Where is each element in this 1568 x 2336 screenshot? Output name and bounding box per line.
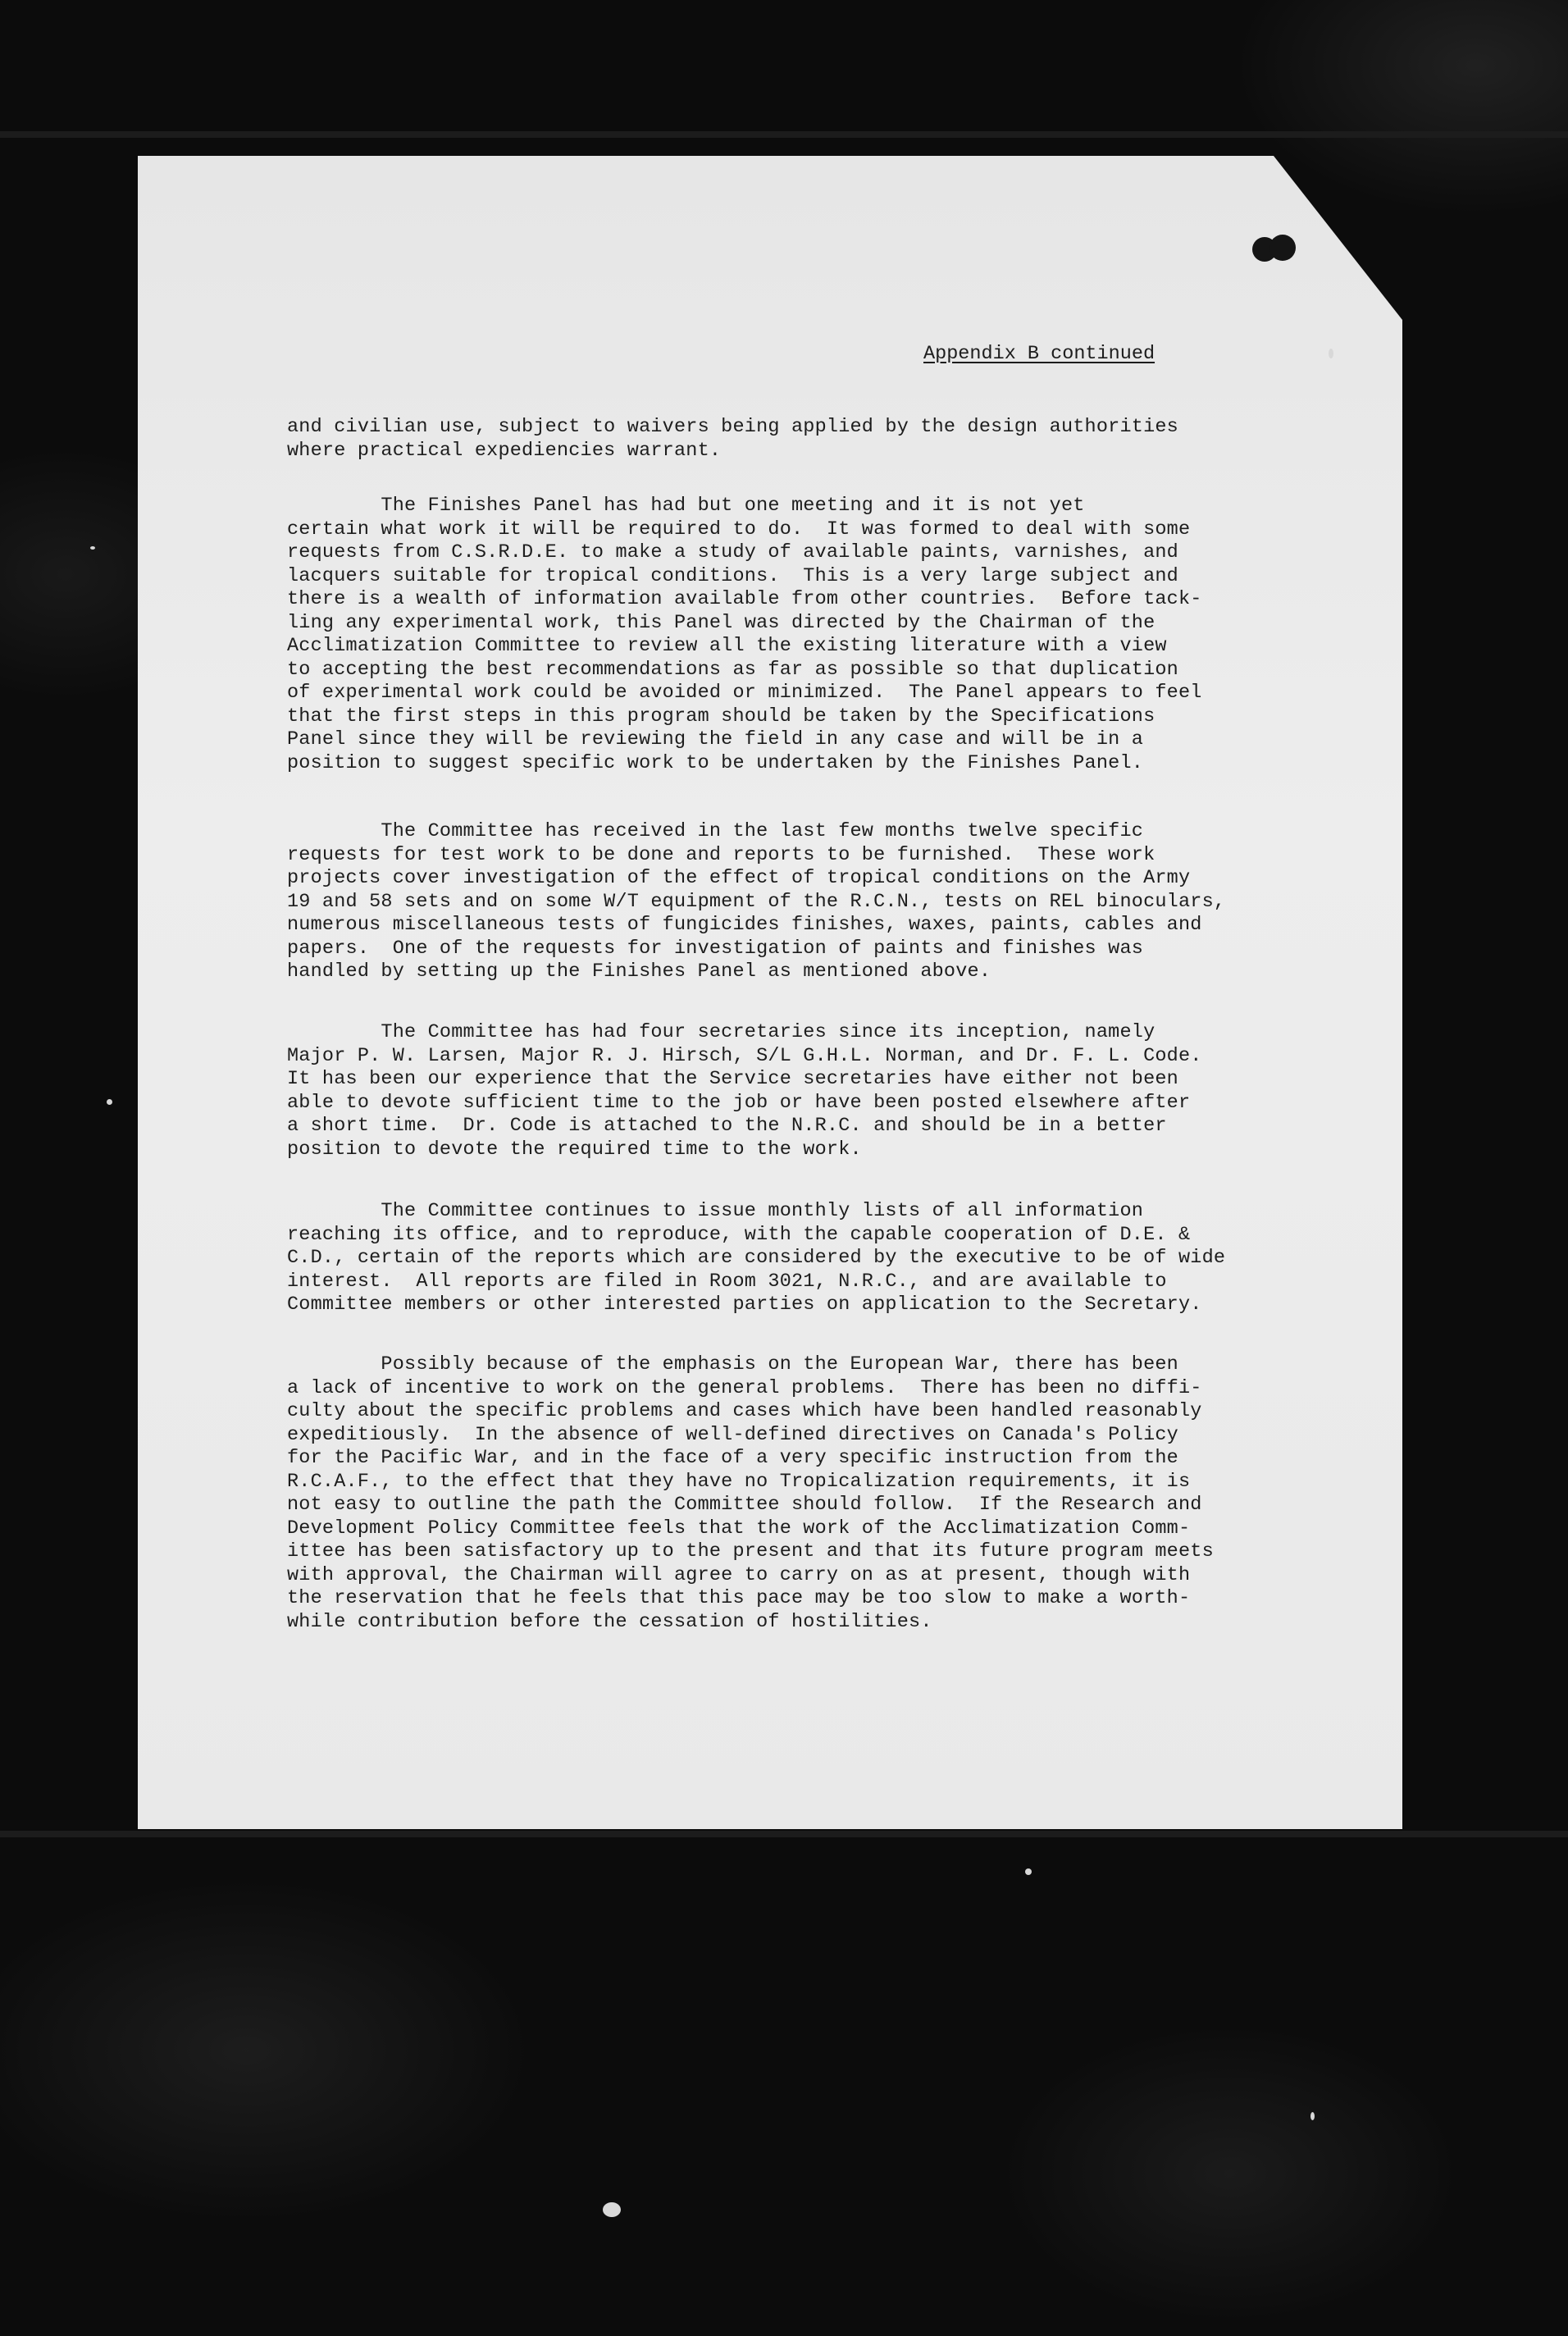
paragraph: and civilian use, subject to waivers being applied by the design authorities where practical expediencies warrant. bbox=[287, 416, 1178, 462]
paragraph: The Committee continues to issue monthly lists of all information reaching its office, and to reproduce, with the capable cooperation of D.E. & C.D., certain of the reports which are considered by the executive to be of wide interest. All reports are filed in Room 3021, N.R.C., and are available to Committee members or other interested parties on application to the Secretary. bbox=[287, 1200, 1226, 1316]
film-speck bbox=[1025, 1868, 1032, 1875]
film-edge-band bbox=[0, 131, 1568, 138]
film-speck bbox=[90, 546, 95, 550]
film-edge-band bbox=[0, 1831, 1568, 1837]
paragraph: The Finishes Panel has had but one meeting and it is not yet certain what work it will be required to do. It was formed to deal with some requests from C.S.R.D.E. to make a study of available paints, varnishes, and lacquers suitable for tropical conditions. This is a very large subject and there is a wealth of information available from other countries. Before tack- ling any experimental work, this Panel was directed by the Chairman of the Acclimatization Committee to review all the existing literature with a view to accepting the best recommendations as far as possible so that duplication of experimental work could be avoided or minimized. The Panel appears to feel that the first steps in this program should be taken by the Specifications Panel since they will be reviewing the field in any case and will be in a position to suggest specific work to be undertaken by the Finishes Panel. bbox=[287, 495, 1202, 774]
paragraph: The Committee has had four secretaries since its inception, namely Major P. W. Larsen, Major R. J. Hirsch, S/L G.H.L. Norman, and Dr. F. L. Code. It has been our experience that the Service secretaries have either not been able to devote sufficient time to the job or have been posted elsewhere after a short time. Dr. Code is attached to the N.R.C. and should be in a better position to devote the required time to the work. bbox=[287, 1021, 1202, 1161]
film-speck bbox=[107, 1099, 112, 1105]
film-speck bbox=[1329, 349, 1333, 358]
hole-punch-mark bbox=[1248, 231, 1306, 267]
paragraph: Possibly because of the emphasis on the European War, there has been a lack of incentive to work on the general problems. There has been no diffi- culty about the specific problems and cases which have been handled reasonably expeditiously. In the absence of well-defined directives on Canada's Policy for the Pacific War, and in the face of a very specific instruction from the R.C.A.F., to the effect that they have no Tropicalization requirements, it is not easy to outline the path the Committee should follow. If the Research and Development Policy Committee feels that the work of the Acclimatization Comm- ittee has been satisfactory up to the present and that its future program meets with approval, the Chairman will agree to carry on as at present, though with the reservation that he feels that this pace may be too slow to make a worth- while contribution before the cessation of hostilities. bbox=[287, 1353, 1214, 1633]
film-speck bbox=[1310, 2112, 1315, 2120]
appendix-header: Appendix B continued bbox=[923, 343, 1155, 365]
film-speck bbox=[603, 2202, 621, 2217]
paragraph: The Committee has received in the last few months twelve specific requests for test work to be done and reports to be furnished. These work projects cover investigation of the effect of tropical conditions on the Army 19 and 58 sets and on some W/T equipment of the R.C.N., tests on REL binoculars, numerous miscellaneous tests of fungicides finishes, waxes, paints, cables and papers. One of the requests for investigation of paints and finishes was handled by setting up the Finishes Panel as mentioned above. bbox=[287, 820, 1226, 983]
